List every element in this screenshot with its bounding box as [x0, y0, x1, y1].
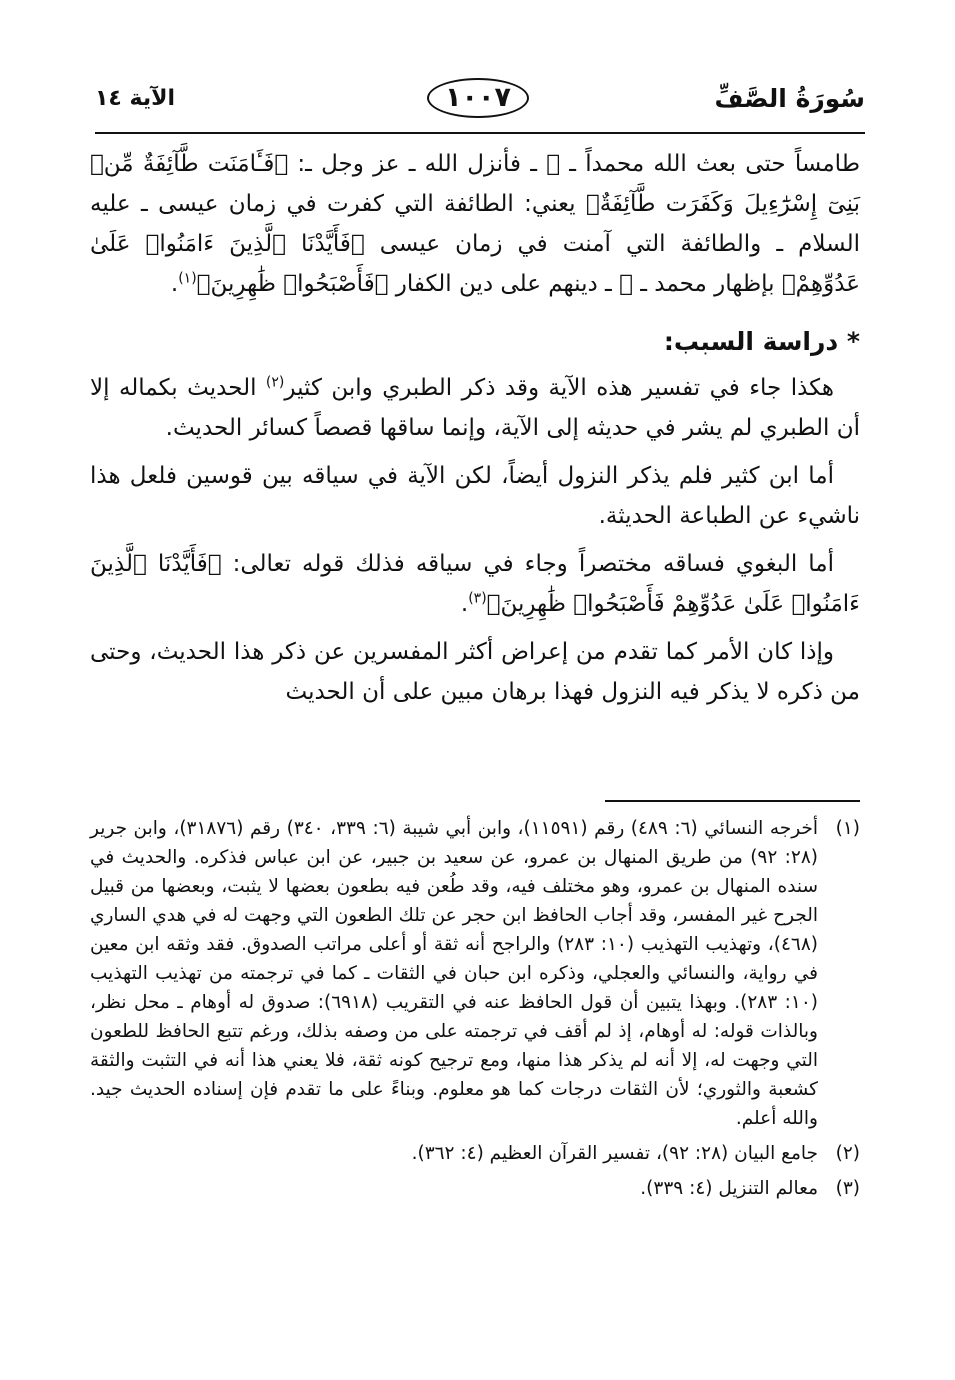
section-title: * دراسة السبب:	[663, 327, 860, 356]
ayah-label: الآية ١٤	[95, 86, 176, 111]
paragraph-1-text: طامساً حتى بعث الله محمداً ـ ﷺ ـ فأنزل الله ـ عز وجل ـ: ﴿فَـَٔامَنَت طَّآئِفَةٌ مِّنۢ بَنِىٓ إِسْرَٰٓءِيلَ وَكَفَرَت طَّآئِفَةٌ﴾ يعني: الطائفة التي كفرت في زمان عيسى ـ عليه السلام ـ والطائفة التي آمنت في زمان عيسى ﴿فَأَيَّدْنَا ٱلَّذِينَ ءَامَنُوا۟ عَلَىٰ عَدُوِّهِمْ﴾ بإظهار محمد ـ ﷺ ـ دينهم على دين الكفار ﴿فَأَصْبَحُوا۟ ظَٰهِرِينَ﴾	[90, 151, 860, 297]
footnote-number: (١)	[835, 818, 860, 839]
footnote-text: أخرجه النسائي (٦: ٤٨٩) رقم (١١٥٩١)، وابن أبي شيبة (٦: ٣٣٩، ٣٤٠) رقم (٣١٨٧٦)، وابن جرير (٢٨: ٩٢) من طريق المنهال بن عمرو، عن سعيد بن جبير، عن ابن عباس فذكره. والحديث في سنده المنهال بن عمرو، وهو مختلف فيه، وقد طُعن فيه بطعون بعضها لا يثبت، وبعضها من قبيل الجرح غير المفسر، وقد أجاب الحافظ ابن حجر عن تلك الطعون التي وجهت له في هدي الساري (٤٦٨)، وتهذيب التهذيب (١٠: ٢٨٣) والراجح أنه ثقة أو أعلى مراتب الصدوق. فقد وثقه ابن معين في رواية، والنسائي والعجلي، وذكره ابن حبان في الثقات ـ كما في ترجمته من تهذيب التهذيب (١٠: ٢٨٣). وبهذا يتبين أن قول الحافظ عنه في التقريب (٦٩١٨): صدوق له أوهام ـ محل نظر، وبالذات قوله: له أوهام، إذ لم أقف في ترجمته على من وصفه بذلك، ورغم تتبع الحافظ للطعون التي وجهت له، إلا أنه لم يذكر هذا منها، ومع ترجيح كونه ثقة، فلا يعني هذا أنه في التثبت والثقة كشعبة والثوري؛ لأن الثقات درجات كما هو معلوم. وبناءً على ما تقدم فإن إسناده الحديث جيد. والله أعلم.	[90, 818, 818, 1129]
footnote-text: جامع البيان (٢٨: ٩٢)، تفسير القرآن العظيم (٤: ٣٦٢).	[411, 1143, 818, 1164]
main-text	[90, 144, 860, 720]
paragraph-2-rest: الحديث بكماله إلا أن الطبري لم يشر في حديثه إلى الآية، وإنما ساقها قصصاً كسائر الحديث.	[90, 375, 860, 441]
footnote-text: معالم التنزيل (٤: ٣٣٩).	[640, 1178, 818, 1199]
surah-name: سُورَةُ الصَّفِّ	[714, 84, 865, 113]
footnote-number: (٣)	[835, 1178, 860, 1199]
footnote-item	[90, 814, 860, 1133]
paragraph-1	[90, 144, 860, 304]
paragraph-2-text: هكذا جاء في تفسير هذه الآية وقد ذكر الطبري وابن كثير	[284, 375, 834, 401]
page-header	[95, 78, 865, 124]
paragraph-4-text: أما البغوي فساقه مختصراً وجاء في سياقه فذلك قوله تعالى: ﴿فَأَيَّدْنَا ٱلَّذِينَ ءَامَنُوا۟ عَلَىٰ عَدُوِّهِمْ فَأَصْبَحُوا۟ ظَٰهِرِينَ﴾	[90, 551, 860, 617]
footnote-number: (٢)	[835, 1143, 860, 1164]
paragraph-5: وإذا كان الأمر كما تقدم من إعراض أكثر المفسرين عن ذكر هذا الحديث، وحتى من ذكره لا يذكر فيه النزول فهذا برهان مبين على أن الحديث	[90, 639, 860, 705]
footnote-divider	[605, 800, 860, 802]
footnotes	[90, 814, 860, 1209]
footnote-ref-3: (٣)	[468, 590, 487, 607]
header-divider	[95, 132, 865, 134]
footnote-item	[90, 1174, 860, 1203]
footnote-item	[90, 1139, 860, 1168]
footnote-ref-1: (١)	[178, 270, 197, 287]
footnote-ref-2: (٢)	[265, 374, 285, 391]
page-number: ١٠٠٧	[427, 78, 529, 118]
paragraph-4	[90, 544, 860, 624]
paragraph-2	[90, 368, 860, 448]
paragraph-1-end: .	[170, 271, 179, 297]
paragraph-4-end: .	[460, 591, 469, 617]
paragraph-3: أما ابن كثير فلم يذكر النزول أيضاً، لكن الآية في سياقه بين قوسين فلعل هذا ناشيء عن الطباعة الحديثة.	[90, 463, 860, 529]
